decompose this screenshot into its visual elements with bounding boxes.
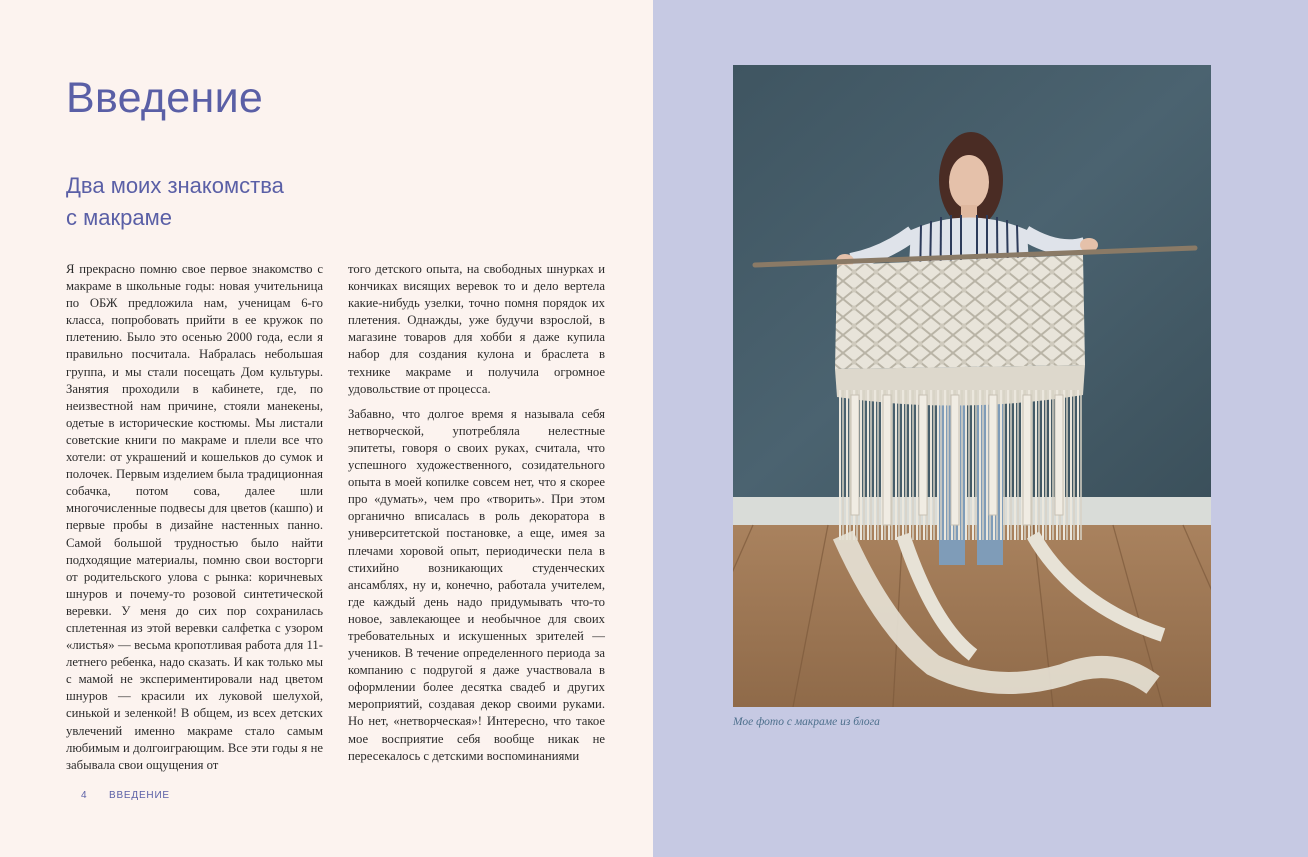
paragraph: Я прекрасно помню свое первое знакомство с макраме в школьные годы: новая учительница по ОБЖ предложила нам, ученицам 6-го класса, попробовать прийти в ее кружок по плетению. Было это осенью 2000 года, если я правильно посчитала. Набралась небольшая группа, и мы стали посещать Дом культуры. Занятия проходили в кабинете, где, по неизвестной нам причине, стояли манекены, одетые в исторические костюмы. Мы листали советские книги по макраме и плели все что хотели: от украшений и кошельков до сумок и полочек. Первым изделием была традиционная собачка, потом сова, далее шли многочисленные подвесы для цветов (кашпо) и первые пробы в дизайне настенных панно. Самой большой трудностью было найти подходящие материалы, помню свои восторги от родительского улова с рынка: коричневых шнуров и почему-то розовой синтетической веревки. У меня до сих пор сохранилась сплетенная из этой веревки салфетка с узором «листья» — весьма кропотливая работа для 11-летнего ребенка, надо сказать. И как только мы с мамой не экспериментировали над цветом шнуров — красили их луковой шелухой, синькой и зеленкой! В общем, из всех детских увлечений именно макраме стало самым любимым и долгоиграющим. Все эти годы я не забывала свои ощущения от <box>66 262 323 772</box>
text-column-1 <box>66 261 323 771</box>
paragraph: Забавно, что долгое время я называла себя нетворческой, употребляла нелестные эпитеты, говоря о своих руках, считала, что успешного художественного, созидательного опыта в моей копилке совсем нет, что я скорее про «думать», чем про «творить». При этом органично вписалась в роль декоратора в университетской постановке, а еще, имея за плечами хоровой опыт, периодически пела в стихийно возникающих студенческих ансамблях, ну и, конечно, работала учителем, где каждый день надо придумывать что-то новое, завлекающее и необычное для своих требовательных и искушенных зрителей — учеников. В течение определенного периода за компанию с подругой я даже участвовала в оформлении более десятка свадеб и других мероприятий, создавая декор своими руками. Но нет, «нетворческая»! Интересно, что такое мое восприятие себя вообще никак не пересекалось с детскими воспоминаниями <box>348 406 605 763</box>
page-title: Введение <box>66 74 264 122</box>
left-page <box>0 0 653 857</box>
paragraph: того детского опыта, на свободных шнурках и кончиках висящих веревок то и дело вертела какие-нибудь узелки, точно помня порядок их плетения. Однажды, уже будучи взрослой, в магазине товаров для хобби я даже купила набор для создания кулона и браслета в технике макраме и получила огромное удовольствие от процесса. <box>348 262 605 396</box>
section-heading: Два моих знакомства с макраме <box>66 173 284 230</box>
running-head: ВВЕДЕНИЕ <box>108 790 170 801</box>
text-column-2 <box>348 261 605 771</box>
photo-caption: Мое фото с макраме из блога <box>733 716 880 728</box>
macrame-photo <box>733 65 1211 707</box>
page-footer <box>81 790 170 801</box>
page-number: 4 <box>81 790 88 801</box>
